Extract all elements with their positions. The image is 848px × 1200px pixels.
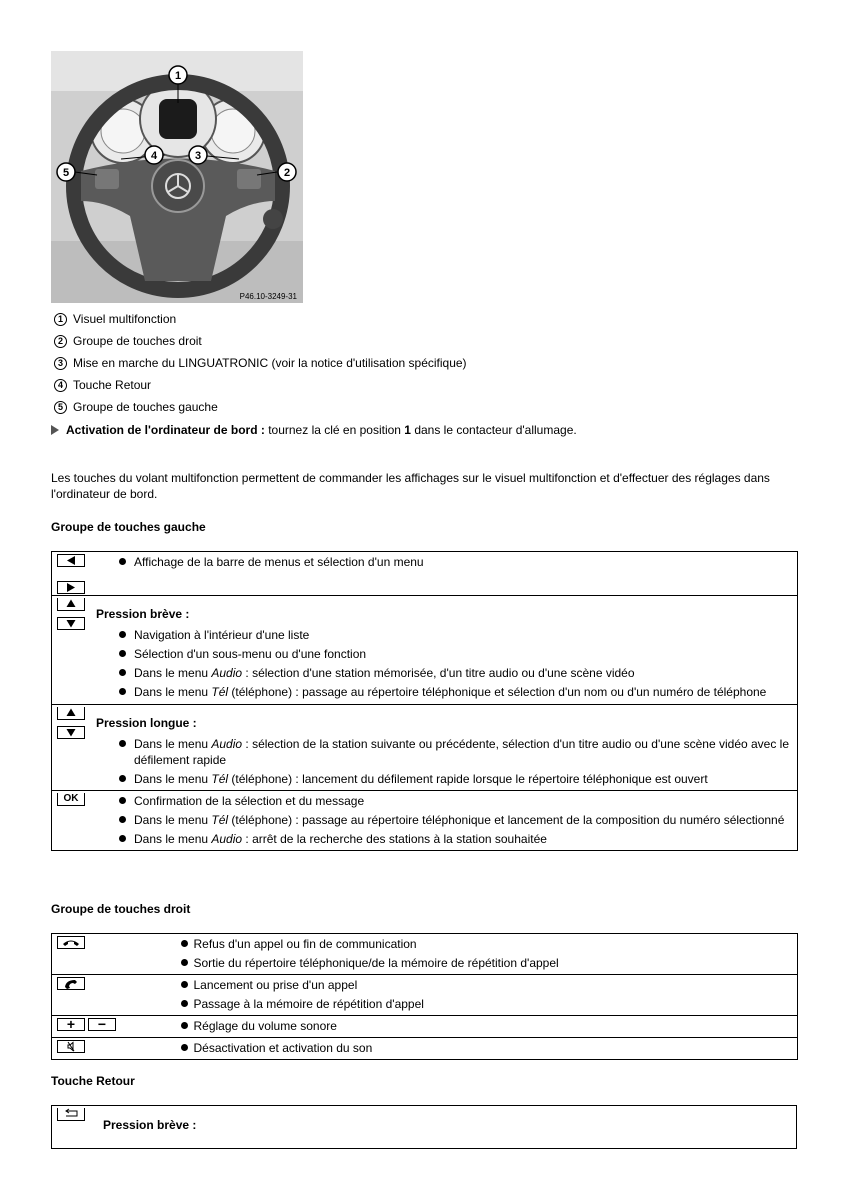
list-item: Dans le menu Audio : arrêt de la recherche des stations à la station souhaitée xyxy=(52,831,797,847)
call-icon xyxy=(57,977,85,990)
table-row xyxy=(52,1016,798,1038)
list-item: Navigation à l'intérieur d'une liste xyxy=(52,627,797,643)
callout-5: 5 xyxy=(62,167,70,179)
up-arrow-key-icon xyxy=(57,598,85,611)
instruction-step: Activation de l'ordinateur de bord : tournez la clé en position 1 dans le contacteur d'allumage. xyxy=(51,423,811,437)
heading-left-group: Groupe de touches gauche xyxy=(51,520,206,534)
table-row xyxy=(52,791,798,851)
list-item: Réglage du volume sonore xyxy=(178,1018,798,1034)
hangup-icon xyxy=(57,936,85,949)
back-key-icon xyxy=(57,1108,85,1121)
table-row xyxy=(52,1038,798,1060)
list-item: Dans le menu Tél (téléphone) : passage au répertoire téléphonique et sélection d'un nom ou d'un numéro de téléphone xyxy=(52,684,797,700)
left-group-table xyxy=(51,551,798,851)
figure-legend xyxy=(54,308,754,418)
list-item: Lancement ou prise d'un appel xyxy=(178,977,798,993)
callout-1: 1 xyxy=(174,70,182,82)
intro-paragraph: Les touches du volant multifonction permettent de commander les affichages sur le visuel multifonction et d'effectuer des réglages dans l'ordinateur de bord. xyxy=(51,471,770,501)
list-item: Dans le menu Tél (téléphone) : passage au répertoire téléphonique et lancement de la composition du numéro sélectionné xyxy=(52,812,797,828)
legend-item: 5 Groupe de touches gauche xyxy=(54,396,754,418)
legend-item: 2 Groupe de touches droit xyxy=(54,330,754,352)
list-item: Passage à la mémoire de répétition d'appel xyxy=(178,996,798,1012)
long-press-title: Pression longue : xyxy=(96,716,197,730)
legend-item: 4 Touche Retour xyxy=(54,374,754,396)
legend-item: 3 Mise en marche du LINGUATRONIC (voir la notice d'utilisation spécifique) xyxy=(54,352,754,374)
heading-right-group: Groupe de touches droit xyxy=(51,902,191,916)
table-row xyxy=(52,934,798,975)
up-arrow-key-icon xyxy=(57,707,85,720)
list-item: Sortie du répertoire téléphonique/de la mémoire de répétition d'appel xyxy=(178,955,798,971)
callout-2: 2 xyxy=(283,167,291,179)
table-row xyxy=(52,705,798,791)
mute-icon xyxy=(57,1040,85,1053)
legend-item: 1 Visuel multifonction xyxy=(54,308,754,330)
list-item: Affichage de la barre de menus et sélection d'un menu xyxy=(52,554,797,570)
list-item: Refus d'un appel ou fin de communication xyxy=(178,936,798,952)
table-row xyxy=(52,1106,797,1149)
step-arrow-icon xyxy=(51,425,59,435)
list-item: Sélection d'un sous-menu ou d'une fonction xyxy=(52,646,797,662)
list-item: Désactivation et activation du son xyxy=(178,1040,798,1056)
volume-minus-key: − xyxy=(88,1018,116,1031)
callout-3: 3 xyxy=(194,150,202,162)
volume-plus-key: + xyxy=(57,1018,85,1031)
right-arrow-key-icon xyxy=(57,581,85,594)
table-row xyxy=(52,552,798,596)
short-press-title: Pression brève : xyxy=(96,607,190,621)
back-short-press-title: Pression brève : xyxy=(103,1118,197,1132)
list-item: Dans le menu Audio : sélection de la station suivante ou précédente, sélection d'un titre audio ou d'une scène vidéo avec le défilement rapide xyxy=(52,736,797,768)
steering-wheel-photo xyxy=(51,51,303,303)
figure-code: P46.10-3249-31 xyxy=(239,292,297,301)
list-item: Dans le menu Audio : sélection d'une station mémorisée, d'un titre audio ou d'une scène vidéo xyxy=(52,665,797,681)
right-group-table xyxy=(51,933,798,1060)
volume-icon xyxy=(57,1018,178,1033)
table-row xyxy=(52,596,798,705)
callout-4: 4 xyxy=(150,150,158,162)
heading-back-key: Touche Retour xyxy=(51,1074,135,1088)
back-key-table xyxy=(51,1105,797,1149)
table-row xyxy=(52,975,798,1016)
list-item: Confirmation de la sélection et du message xyxy=(52,793,797,809)
ok-key-icon: OK xyxy=(57,793,85,806)
list-item: Dans le menu Tél (téléphone) : lancement du défilement rapide lorsque le répertoire téléphonique est ouvert xyxy=(52,771,797,787)
